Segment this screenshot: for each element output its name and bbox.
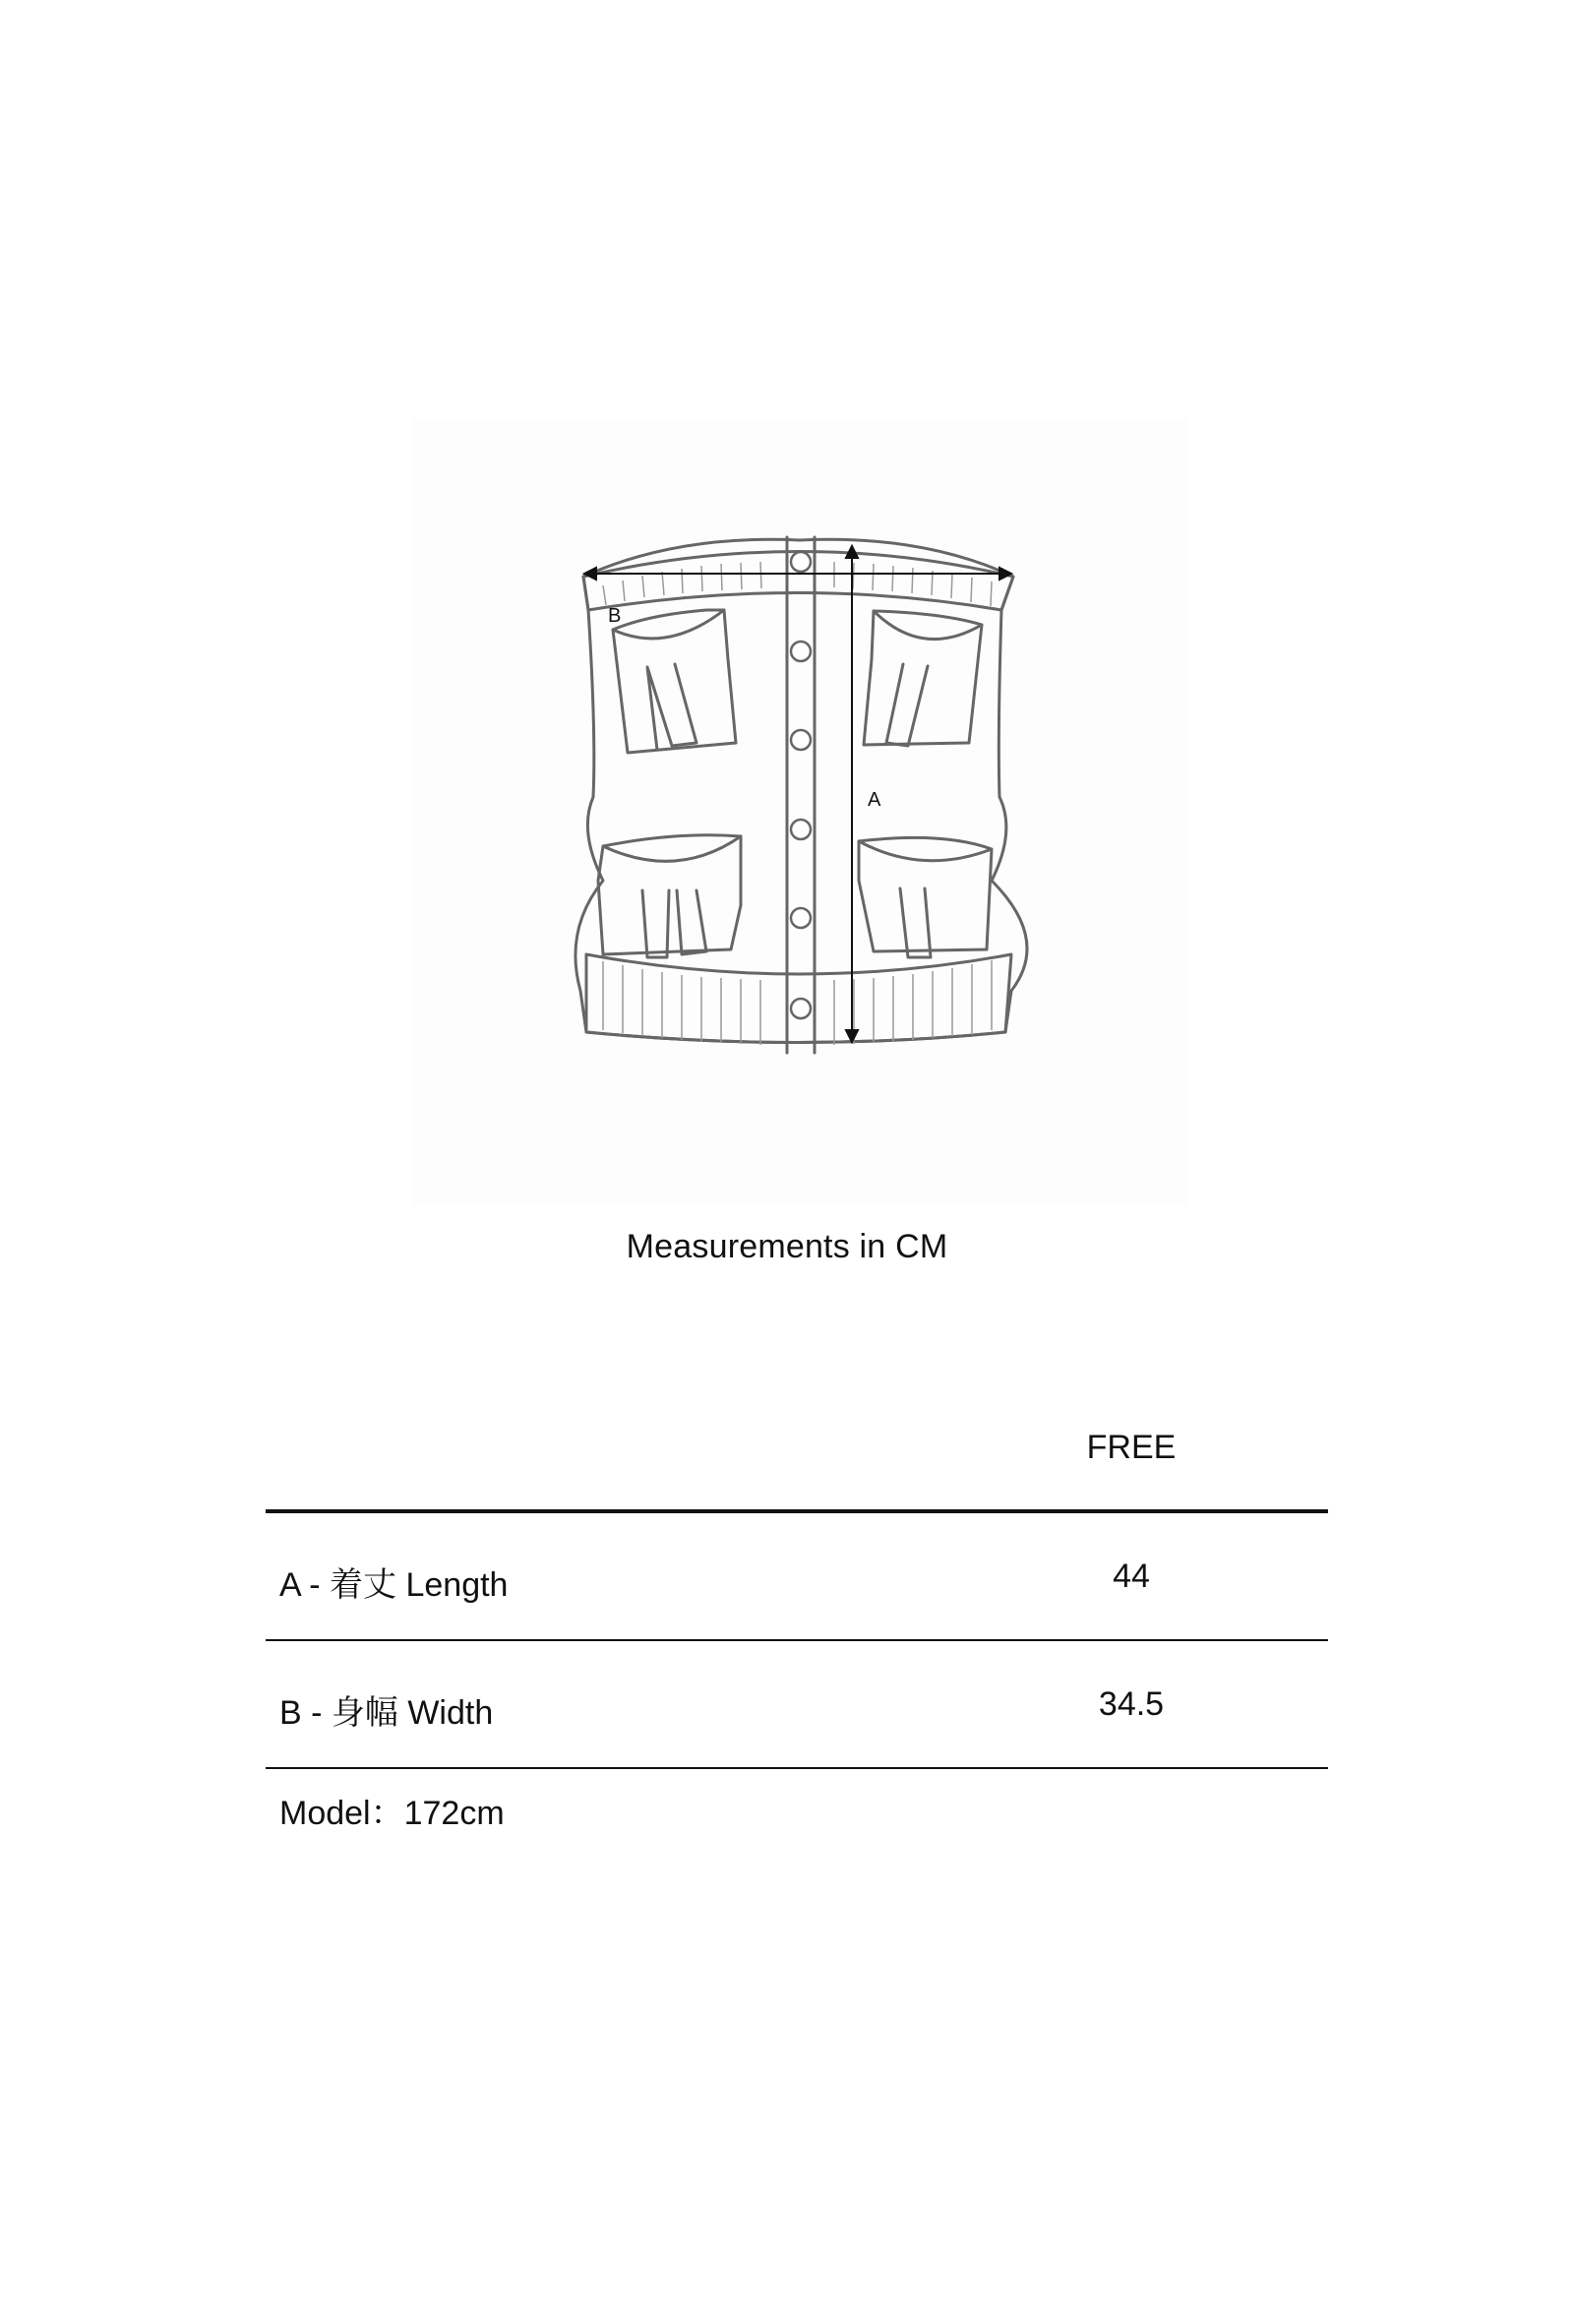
- row-value-length: 44: [1113, 1558, 1150, 1595]
- button-2: [791, 642, 811, 661]
- row-label-width: B - 身幅 Width: [279, 1694, 494, 1732]
- button-4: [791, 820, 811, 839]
- size-column-header: FREE: [1086, 1429, 1177, 1466]
- diagram-label-b: B: [608, 605, 622, 627]
- garment-diagram: [411, 418, 1186, 1205]
- garment-sketch-svg: [411, 418, 1186, 1205]
- button-1: [791, 552, 811, 572]
- button-3: [791, 730, 811, 750]
- diagram-label-a: A: [868, 789, 881, 811]
- garment-outline: [575, 539, 1027, 1042]
- arrowhead-b-right: [999, 568, 1011, 580]
- row-divider: [266, 1767, 1328, 1769]
- row-divider: [266, 1639, 1328, 1641]
- row-label-length: A - 着丈 Length: [279, 1566, 509, 1604]
- measurements-caption: Measurements in CM: [626, 1228, 948, 1265]
- button-6: [791, 999, 811, 1018]
- row-value-width: 34.5: [1098, 1685, 1165, 1723]
- table-header-rule: [266, 1509, 1328, 1513]
- arrowhead-b-left: [584, 568, 596, 580]
- button-5: [791, 908, 811, 928]
- model-height-note: Model：172cm: [279, 1795, 505, 1832]
